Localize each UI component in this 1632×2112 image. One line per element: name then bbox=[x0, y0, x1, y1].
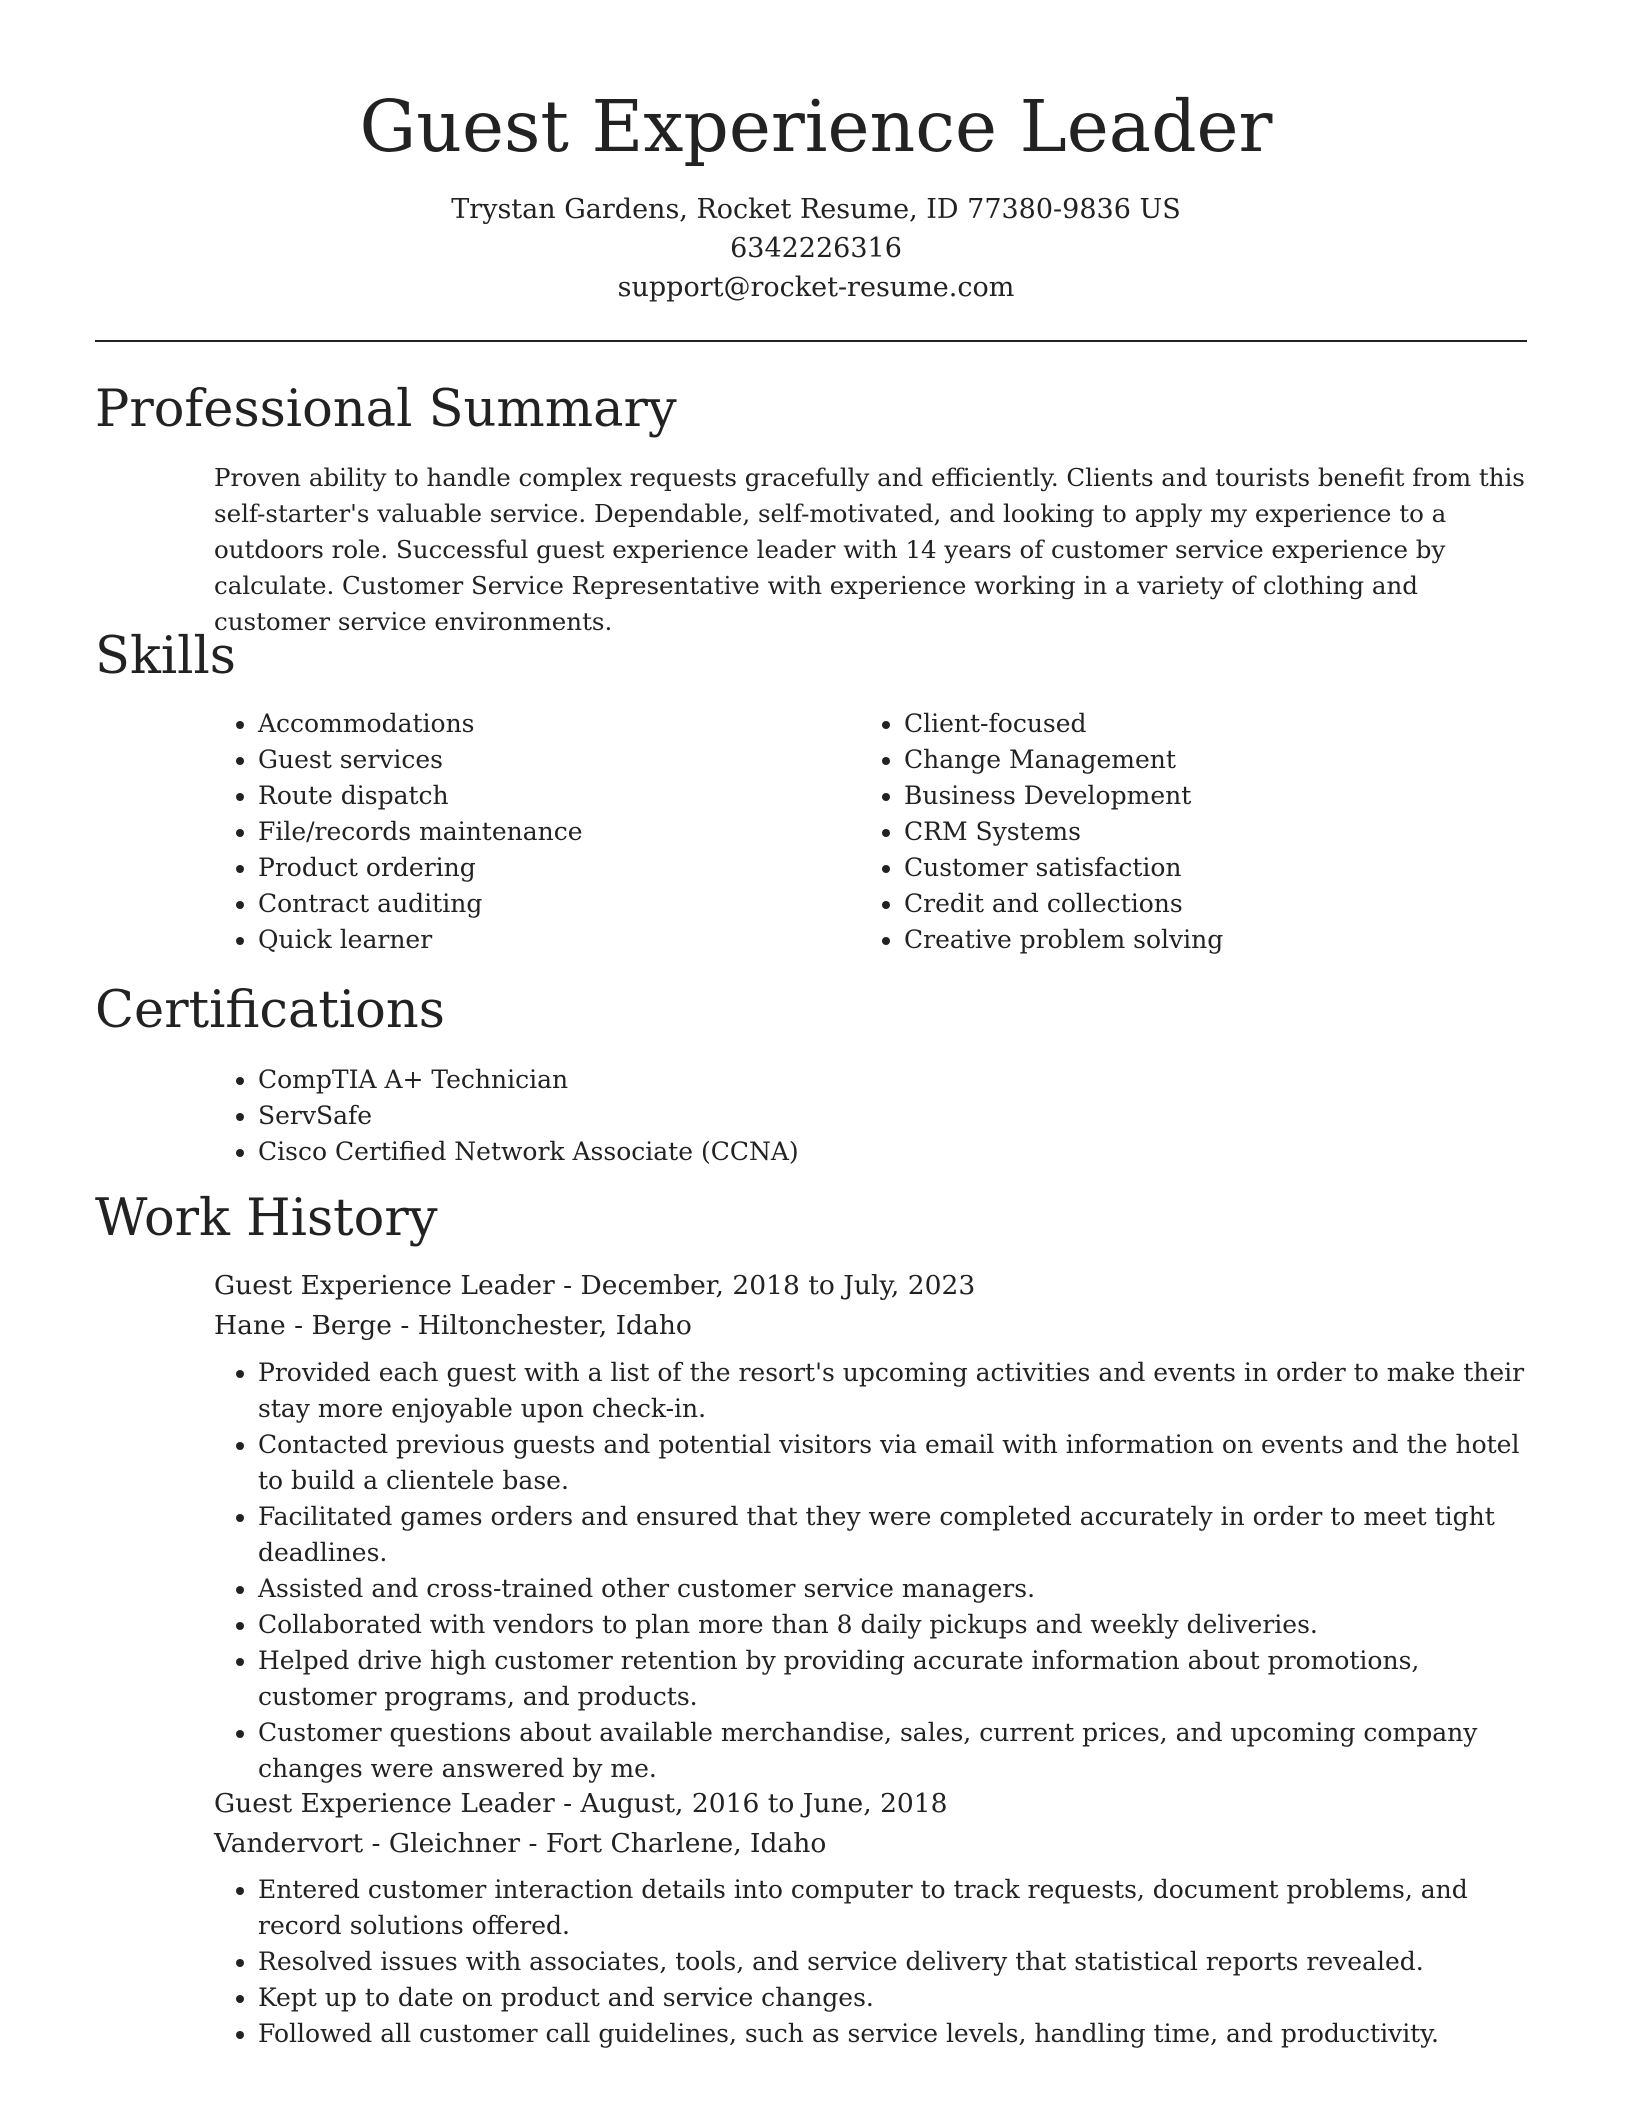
job-title-line: Guest Experience Leader - August, 2016 to June, 2018 bbox=[214, 1788, 948, 1819]
job-company-line: Hane - Berge - Hiltonchester, Idaho bbox=[214, 1310, 692, 1341]
work-history-heading: Work History bbox=[95, 1189, 438, 1248]
certification-item: • CompTIA A+ Technician bbox=[258, 1062, 1414, 1098]
skills-column-left bbox=[214, 706, 834, 958]
contact-address: Trystan Gardens, Rocket Resume, ID 77380-9836 US bbox=[451, 194, 1181, 225]
job-bullet: • Followed all customer call guidelines, such as service levels, handling time, and productivity. bbox=[258, 2016, 1544, 2052]
job-bullet: • Customer questions about available merchandise, sales, current prices, and upcoming company changes were answered by me. bbox=[258, 1715, 1544, 1787]
header-divider bbox=[95, 340, 1527, 342]
skill-item: • Accommodations bbox=[258, 706, 834, 742]
certification-item: • ServSafe bbox=[258, 1098, 1414, 1134]
skill-item: • Creative problem solving bbox=[904, 922, 1480, 958]
contact-phone: 6342226316 bbox=[730, 233, 902, 264]
skill-item: • Client-focused bbox=[904, 706, 1480, 742]
job-bullets bbox=[214, 1872, 1544, 2052]
skill-item: • CRM Systems bbox=[904, 814, 1480, 850]
job-bullet: • Helped drive high customer retention by providing accurate information about promotions, customer programs, and products. bbox=[258, 1643, 1544, 1715]
skill-item: • Business Development bbox=[904, 778, 1480, 814]
skill-item: • Credit and collections bbox=[904, 886, 1480, 922]
skills-heading: Skills bbox=[95, 627, 236, 686]
certifications-list bbox=[214, 1062, 1414, 1170]
summary-heading: Professional Summary bbox=[95, 380, 677, 439]
job-bullet: • Entered customer interaction details into computer to track requests, document problems, and record solutions offered. bbox=[258, 1872, 1544, 1944]
job-bullet: • Provided each guest with a list of the resort's upcoming activities and events in order to make their stay more enjoyable upon check-in. bbox=[258, 1355, 1544, 1427]
job-header bbox=[214, 1784, 948, 1864]
resume-name: Guest Experience Leader bbox=[359, 85, 1273, 168]
skill-item: • File/records maintenance bbox=[258, 814, 834, 850]
skill-item: • Quick learner bbox=[258, 922, 834, 958]
certifications-heading: Certifications bbox=[95, 981, 445, 1040]
job-title-line: Guest Experience Leader - December, 2018 to July, 2023 bbox=[214, 1270, 976, 1301]
job-bullet: • Resolved issues with associates, tools, and service delivery that statistical reports revealed. bbox=[258, 1944, 1544, 1980]
job-bullets bbox=[214, 1355, 1544, 1787]
skill-item: • Customer satisfaction bbox=[904, 850, 1480, 886]
summary-text: Proven ability to handle complex requests gracefully and efficiently. Clients and tourists benefit from this self-starter's valuable service. Dependable, self-motivated, and looking to apply my experience to a outdoors role. Successful guest experience leader with 14 years of customer service experience by calculate. Customer Service Representative with experience working in a variety of clothing and customer service environments. bbox=[214, 463, 1525, 636]
certification-item: • Cisco Certified Network Associate (CCNA) bbox=[258, 1134, 1414, 1170]
skill-item: • Route dispatch bbox=[258, 778, 834, 814]
skills-column-right bbox=[860, 706, 1480, 958]
skill-item: • Contract auditing bbox=[258, 886, 834, 922]
contact-block bbox=[0, 190, 1632, 307]
job-bullet: • Kept up to date on product and service changes. bbox=[258, 1980, 1544, 2016]
skill-item: • Guest services bbox=[258, 742, 834, 778]
contact-email: support@rocket-resume.com bbox=[617, 272, 1015, 303]
job-bullet: • Contacted previous guests and potential visitors via email with information on events and the hotel to build a clientele base. bbox=[258, 1427, 1544, 1499]
skill-item: • Product ordering bbox=[258, 850, 834, 886]
job-bullet: • Facilitated games orders and ensured that they were completed accurately in order to meet tight deadlines. bbox=[258, 1499, 1544, 1571]
skill-item: • Change Management bbox=[904, 742, 1480, 778]
job-bullet: • Assisted and cross-trained other customer service managers. bbox=[258, 1571, 1544, 1607]
job-company-line: Vandervort - Gleichner - Fort Charlene, Idaho bbox=[214, 1828, 827, 1859]
job-header bbox=[214, 1266, 975, 1346]
job-bullet: • Collaborated with vendors to plan more than 8 daily pickups and weekly deliveries. bbox=[258, 1607, 1544, 1643]
